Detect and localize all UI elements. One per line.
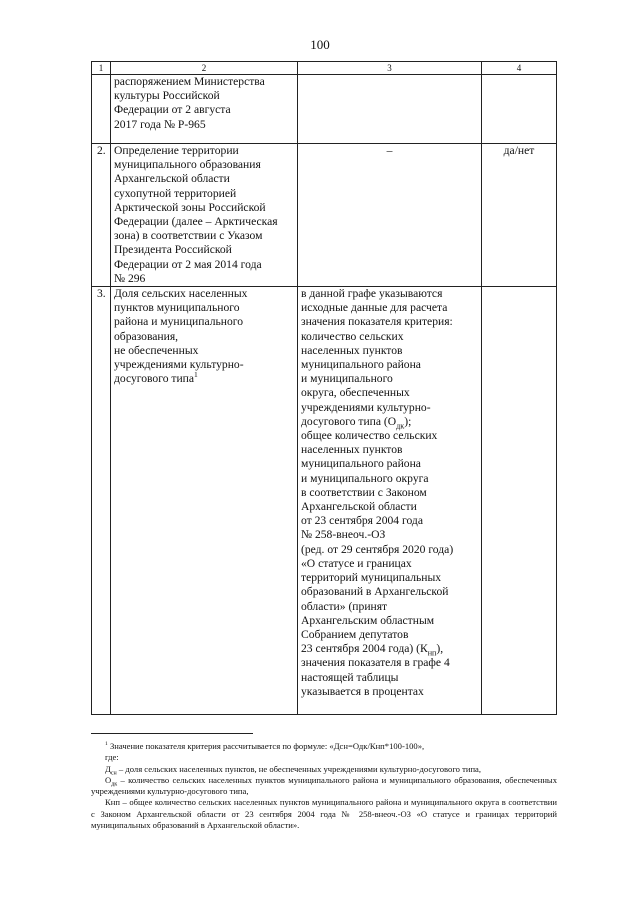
cell-value (482, 287, 557, 715)
footnote-reference: 1 (194, 370, 198, 380)
column-header-2: 2 (111, 62, 298, 75)
row-number: 2. (92, 144, 111, 287)
footnotes (91, 741, 557, 831)
footnote-knp: Кнп – общее количество сельских населенных пунктов муниципального района и муниципального округа в соответствии с Законом Архангельской области от 23 сентября 2004 года № 258-внеоч.-ОЗ «О статусе и границах территорий муниципальных образований в Архангельской области». (91, 797, 557, 831)
cell-source-data (298, 75, 482, 144)
table-row-3 (92, 287, 557, 715)
table-row-2 (92, 144, 557, 287)
cell-source-data: в данной графе указываются исходные данные для расчета значения показателя критерия: количество сельских населенных пунктов муниципального района и муниципального округа, обеспеченных учреждениями культурно- досугового типа $(О_{дк})$; общее количество сельских населенных пунктов муниципального района и муниципального округа в соответствии с Законом Архангельской области от 23 сентября 2004 года № 258-внеоч.-ОЗ (ред. от 29 сентября 2020 года) «О статусе и границах территорий муниципальных образований в Архангельской области» (принят Архангельским областным Собранием депутатов 23 сентября 2004 года) $(К_{нп})$, значения показателя в графе 4 настоящей таблицы указывается в процентах (298, 287, 482, 715)
criteria-table (91, 61, 557, 715)
cell-description: распоряжением Министерства культуры Российской Федерации от 2 августа 2017 года № Р-965 (111, 75, 298, 144)
page-number: 100 (310, 37, 330, 52)
cell-description: Определение территории муниципального образования Архангельской области сухопутной территорией Арктической зоны Российской Федерации (далее – Арктическая зона) в соответствии с Указом Президента Российской Федерации от 2 мая 2014 года № 296 (111, 144, 298, 287)
cell-description: Доля сельских населенных пунктов муниципального района и муниципального образования, не обеспеченных учреждениями культурно- досугового типа$^1$ (111, 287, 298, 715)
cell-value: да/нет (482, 144, 557, 287)
row-number: 3. (92, 287, 111, 715)
footnote-odk: $О_{дк}$ – количество сельских населенных пунктов муниципального района и муниципального образования, обеспеченных учреждениями культурно-досугового типа, (91, 774, 557, 797)
cell-source-data: – (298, 144, 482, 287)
column-header-4: 4 (482, 62, 557, 75)
column-header-1: 1 (92, 62, 111, 75)
footnote-dsn: $Д_{сн}$ – доля сельских населенных пунктов, не обеспеченных учреждениями культурно-досугового типа, (105, 763, 482, 777)
column-header-3: 3 (298, 62, 482, 75)
footnote-where: где: (105, 752, 119, 763)
footnote-divider (91, 733, 253, 734)
table-row-continuation (92, 75, 557, 144)
footnote-formula: $^1$ Значение показателя критерия рассчитывается по формуле: «Дсн=Одк/Кнп*100-100», (105, 741, 425, 751)
table-header-row (92, 62, 557, 75)
cell-value (482, 75, 557, 144)
cell-num (92, 75, 111, 144)
